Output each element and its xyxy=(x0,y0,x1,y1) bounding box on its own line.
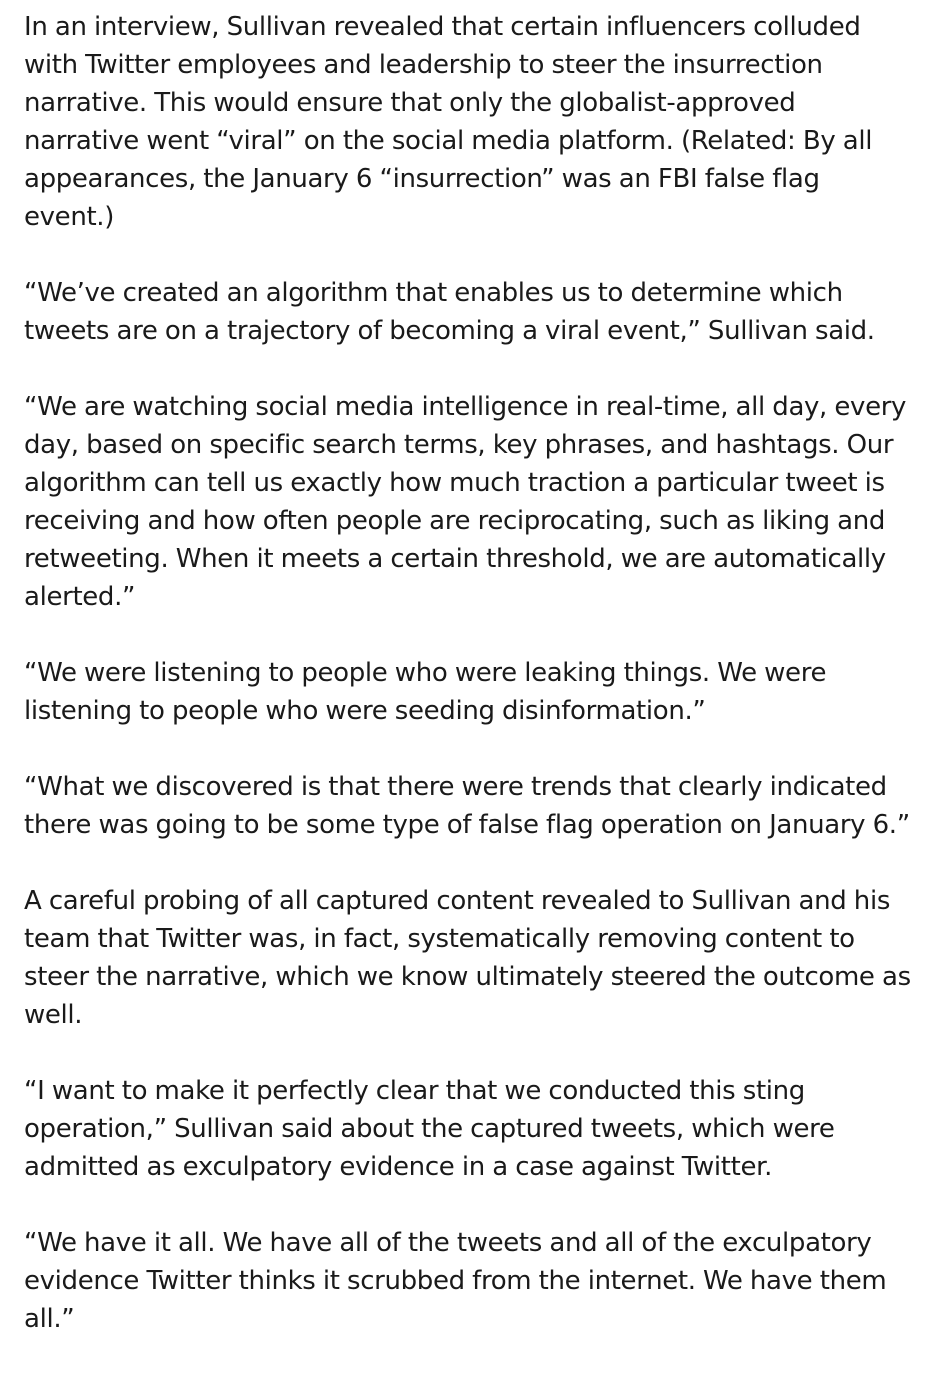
paragraph-quote-evidence: “We have it all. We have all of the tweets and all of the exculpatory evidence Twitter thinks it scrubbed from the internet. We have them all.” xyxy=(24,1228,887,1334)
paragraph-quote-sting: “I want to make it perfectly clear that we conducted this sting operation,” Sullivan said about the captured tweets, which were admitted as exculpatory evidence in a case against Twitter. xyxy=(24,1076,835,1182)
paragraph-probing: A careful probing of all captured content revealed to Sullivan and his team that Twitter was, in fact, systematically removing content to steer the narrative, which we know ultimately steered the outcome as well. xyxy=(24,886,911,1030)
paragraph-quote-listening: “We were listening to people who were leaking things. We were listening to people who were seeding disinformation.” xyxy=(24,658,827,726)
paragraph-quote-monitoring: “We are watching social media intelligence in real-time, all day, every day, based on specific search terms, key phrases, and hashtags. Our algorithm can tell us exactly how much traction a particular tweet is receiving and how often people are reciprocating, such as liking and retweeting. When it meets a certain threshold, we are automatically alerted.” xyxy=(24,392,907,612)
paragraph-intro: In an interview, Sullivan revealed that certain influencers colluded with Twitter employees and leadership to steer the insurrection narrative. This would ensure that only the globalist-approved narrative went “viral” on the social media platform. (Related: By all appearances, the January 6 “insurrection” was an FBI false flag event.) xyxy=(24,12,873,232)
paragraph-quote-discovery: “What we discovered is that there were trends that clearly indicated there was going to be some type of false flag operation on January 6.” xyxy=(24,772,910,840)
article-body xyxy=(24,8,916,1338)
paragraph-quote-algorithm: “We’ve created an algorithm that enables us to determine which tweets are on a trajectory of becoming a viral event,” Sullivan said. xyxy=(24,278,875,346)
